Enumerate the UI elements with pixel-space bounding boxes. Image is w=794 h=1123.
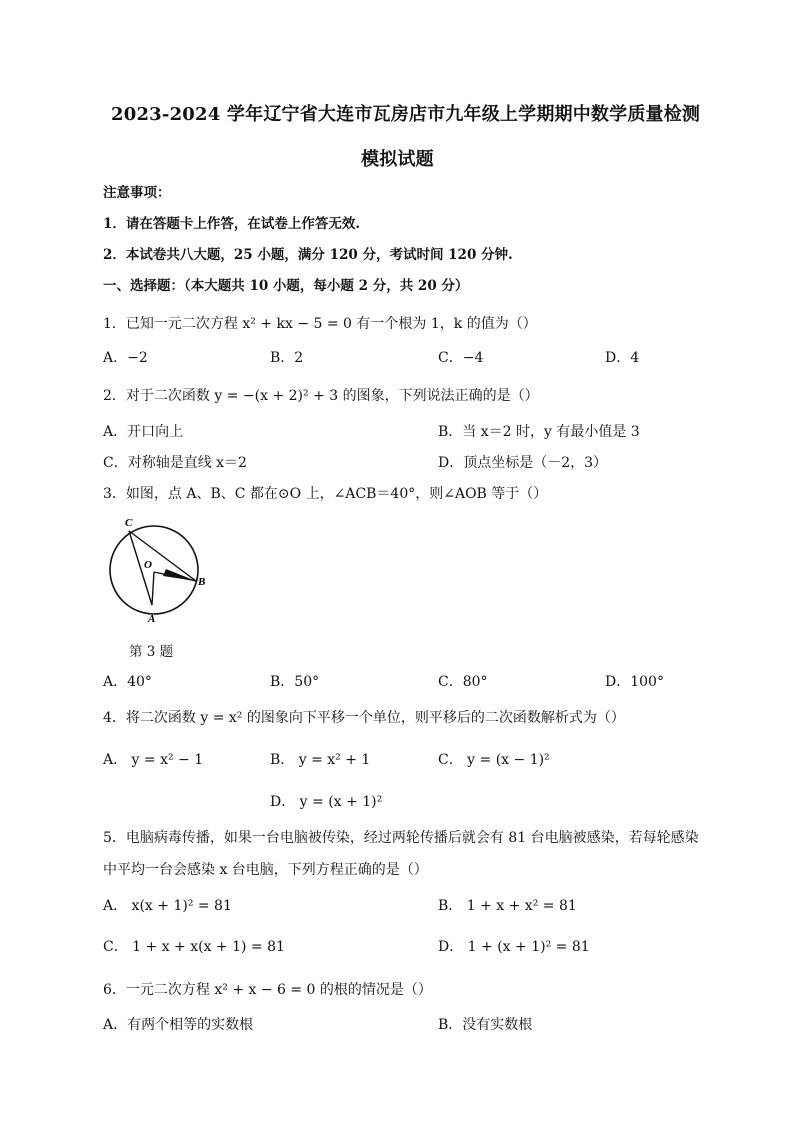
question-5-option-b: B． 1 + x + x² = 81 xyxy=(438,898,577,914)
label-o: O xyxy=(144,559,152,571)
question-5-option-d: D． 1 + (x + 1)² = 81 xyxy=(438,939,590,955)
section-heading-choice: 一、选择题：（本大题共 10 小题，每小题 2 分，共 20 分） xyxy=(103,278,469,294)
circle-diagram xyxy=(103,514,211,626)
question-6-stem: 6．一元二次方程 x² + x − 6 = 0 的根的情况是（） xyxy=(103,982,432,998)
label-a: A xyxy=(148,613,156,625)
question-2-option-b: B．当 x＝2 时，y 有最小值是 3 xyxy=(438,424,640,440)
question-3-option-c: C．80° xyxy=(438,674,488,690)
question-6-option-b: B．没有实数根 xyxy=(438,1017,533,1033)
question-3-option-d: D．100° xyxy=(605,674,664,690)
question-1-option-b: B．2 xyxy=(270,350,304,366)
question-5-option-a: A． x(x + 1)² = 81 xyxy=(103,898,232,914)
question-5-option-c: C． 1 + x + x(x + 1) = 81 xyxy=(103,939,285,955)
question-1-stem: 1．已知一元二次方程 x² + kx − 5 = 0 有一个根为 1，k 的值为（） xyxy=(103,316,537,332)
question-4-option-d: D． y = (x + 1)² xyxy=(270,794,383,810)
question-2-stem: 2．对于二次函数 y = −(x + 2)² + 3 的图象，下列说法正确的是（） xyxy=(103,388,539,404)
question-6-option-a: A．有两个相等的实数根 xyxy=(103,1017,254,1033)
question-4-option-b: B． y = x² + 1 xyxy=(270,752,371,768)
question-2-option-c: C．对称轴是直线 x＝2 xyxy=(103,455,247,471)
segment-oa xyxy=(152,572,154,605)
label-b: B xyxy=(198,576,206,588)
question-2-option-d: D．顶点坐标是（－2，3） xyxy=(438,455,608,471)
question-4-stem: 4．将二次函数 y = x² 的图象向下平移一个单位，则平移后的二次函数解析式为（） xyxy=(103,710,625,726)
question-1-option-a: A．−2 xyxy=(103,350,148,366)
figure-caption: 第 3 题 xyxy=(129,644,174,660)
question-4-option-a: A． y = x² − 1 xyxy=(103,752,204,768)
question-1-option-d: D．4 xyxy=(605,350,640,366)
question-2-option-a: A．开口向上 xyxy=(103,424,184,440)
document-title-line1: 2023-2024 学年辽宁省大连市瓦房店市九年级上学期期中数学质量检测 xyxy=(111,104,701,125)
circle-o xyxy=(110,526,198,614)
circle-figure xyxy=(103,514,211,626)
document-title-line2: 模拟试题 xyxy=(361,149,434,170)
question-5-stem-line2: 中平均一台会感染 x 台电脑，下列方程正确的是（） xyxy=(103,862,428,878)
notice-item-1: 1．请在答题卡上作答，在试卷上作答无效. xyxy=(103,216,361,232)
question-5-stem-line1: 5．电脑病毒传播，如果一台电脑被传染，经过两轮传播后就会有 81 台电脑被感染，若每轮感染 xyxy=(103,830,699,846)
question-3-stem: 3．如图，点 A、B、C 都在⊙O 上，∠ACB＝40°，则∠AOB 等于（） xyxy=(103,486,548,502)
question-4-option-c: C． y = (x − 1)² xyxy=(438,752,550,768)
notice-item-2: 2．本试卷共八大题，25 小题，满分 120 分，考试时间 120 分钟. xyxy=(103,247,513,263)
angle-wedge xyxy=(163,569,196,581)
notice-heading: 注意事项： xyxy=(103,185,171,201)
question-3-option-b: B．50° xyxy=(270,674,320,690)
question-1-option-c: C．−4 xyxy=(438,350,484,366)
question-3-option-a: A．40° xyxy=(103,674,152,690)
label-c: C xyxy=(125,517,133,529)
